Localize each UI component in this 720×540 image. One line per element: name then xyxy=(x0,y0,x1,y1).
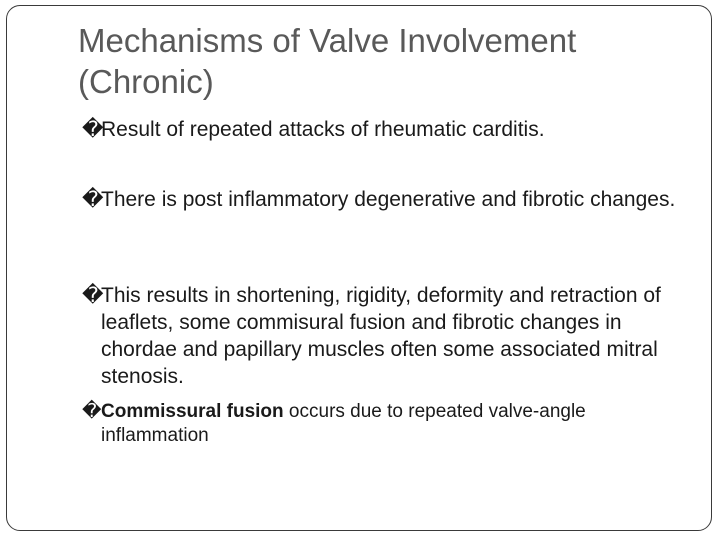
bullet-item-4 xyxy=(82,400,682,448)
bullet-text: There is post inflammatory degenerative and fibrotic changes. xyxy=(101,188,676,211)
bullet-text: Result of repeated attacks of rheumatic carditis. xyxy=(101,118,545,141)
slide-title: Mechanisms of Valve Involvement (Chronic) xyxy=(78,22,577,100)
bullet-item-3 xyxy=(82,282,682,390)
bullet-marker-icon: � xyxy=(82,401,102,422)
bullet-marker-icon: � xyxy=(82,284,104,307)
bullet-rest-text: occurs due to repeated valve-angle inflammation xyxy=(101,401,586,446)
bullet-item-1 xyxy=(82,116,682,143)
bullet-text xyxy=(82,400,682,448)
bullet-marker-icon: � xyxy=(82,118,104,141)
bullet-text: This results in shortening, rigidity, deformity and retraction of leaflets, some commisural fusion and fibrotic changes in chordae and papillary muscles often some associated mitral stenosis. xyxy=(101,284,661,388)
bullet-marker-icon: � xyxy=(82,188,104,211)
bullet-item-2 xyxy=(82,186,682,213)
bullet-bold-term: Commissural fusion xyxy=(101,401,284,422)
